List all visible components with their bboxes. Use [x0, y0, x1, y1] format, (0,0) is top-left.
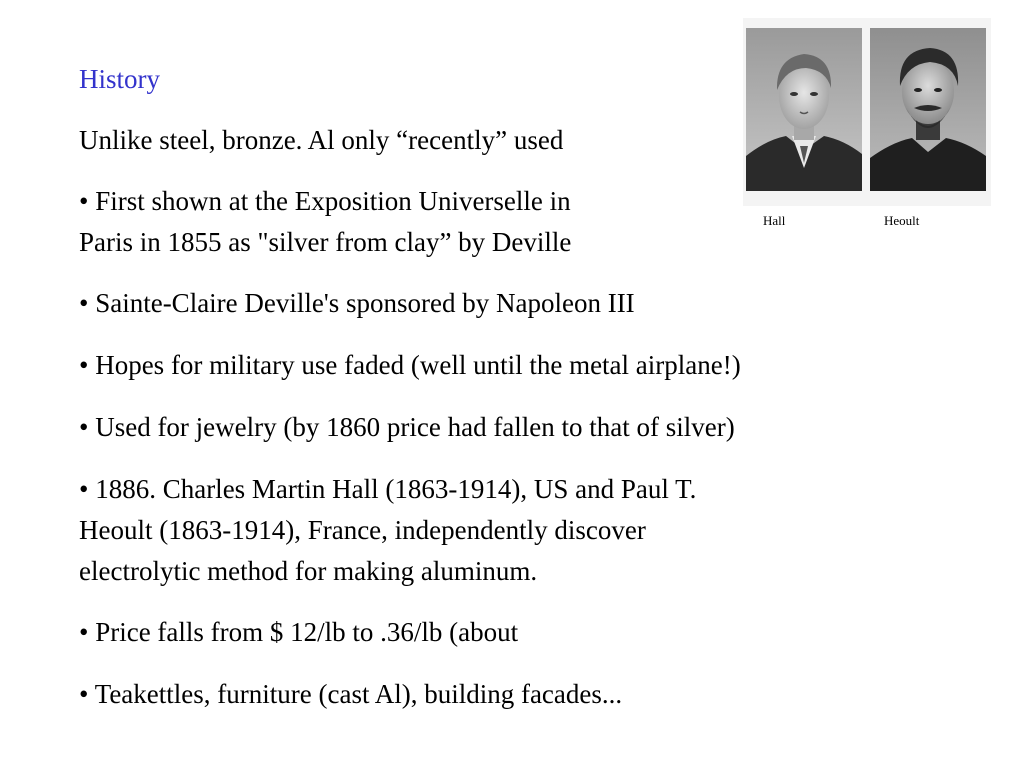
slide-heading: History [79, 64, 160, 94]
bullet-1886-line-1: • 1886. Charles Martin Hall (1863-1914), US and Paul T. [79, 474, 697, 504]
bullet-teakettles: • Teakettles, furniture (cast Al), building facades... [79, 679, 623, 709]
bullet-napoleon: • Sainte-Claire Deville's sponsored by Napoleon III [79, 288, 635, 318]
bullet-1886-line-3: electrolytic method for making aluminum. [79, 556, 538, 586]
heoult-portrait [870, 28, 986, 191]
bullet-jewelry: • Used for jewelry (by 1860 price had fallen to that of silver) [79, 412, 735, 442]
intro-text: Unlike steel, bronze. Al only “recently” used [79, 125, 564, 155]
hall-caption: Hall [763, 213, 786, 228]
bullet-exposition-line-2: Paris in 1855 as "silver from clay” by Deville [79, 227, 572, 257]
bullet-exposition-line-1: • First shown at the Exposition Universelle in [79, 186, 571, 216]
bullet-military: • Hopes for military use faded (well until the metal airplane!) [79, 350, 741, 380]
hall-portrait [746, 28, 862, 191]
portrait-panel [743, 18, 991, 206]
heoult-caption: Heoult [884, 213, 920, 228]
bullet-price: • Price falls from $ 12/lb to .36/lb (about [79, 617, 519, 647]
bullet-1886-line-2: Heoult (1863-1914), France, independently discover [79, 515, 646, 545]
